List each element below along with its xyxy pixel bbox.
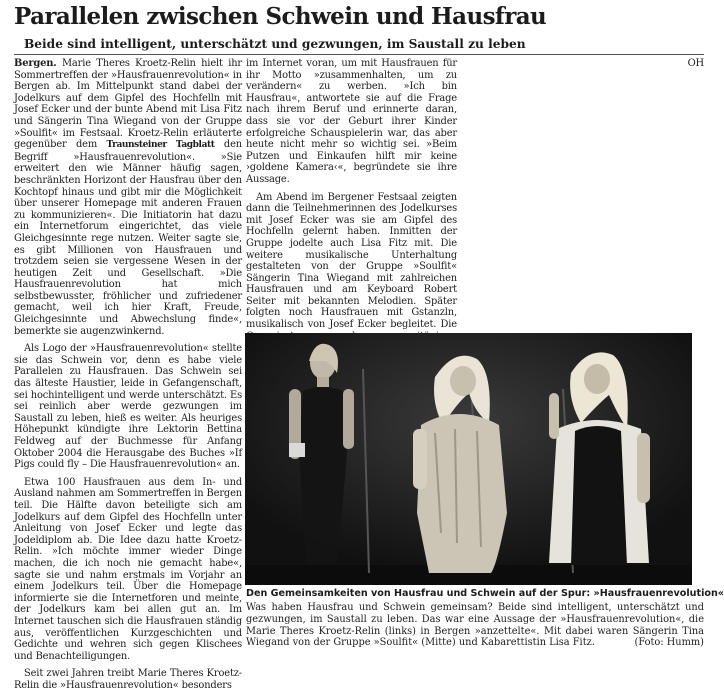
paragraph-2: Als Logo der »Hausfrauenrevolution« stellte sie das Schwein vor, denn es habe viele Parallelen zu Hausfrauen. Das Schwein sei das älteste Haustier, leide in Gefangenschaft, sei hochintelligent und werde unterschätzt. Es sei reinlich aber werde gezwungen im Saustall zu leben, hieß es weiter. Als heuriges Höhepunkt kündigte ihre Lektorin Bettina Feldweg auf der Buchmesse für Anfang Oktober 2004 die Herausgabe des Buches »If Pigs could fly – Die Hausfrauenrevolution« an. <box>14 343 242 471</box>
paragraph-1 <box>14 58 242 337</box>
author-signature: OH <box>687 58 704 69</box>
newspaper-name-logo: Traunsteiner Tagblatt <box>106 140 215 151</box>
dateline: Bergen. <box>14 58 57 69</box>
caption-text: Was haben Hausfrau und Schwein gemeinsam? Beide sind intelligent, unterschätzt und gezwungen, im Saustall zu leben. Das war eine Aussage der »Hausfrauenrevolution«, die Marie Theres Kroetz-Relin (links) in Bergen »anzettelte«. Mit dabei waren Sängerin Tina Wiegand von der Gruppe »Soulfit« (Mitte) und Kabarettistin Lisa Fitz. <box>246 602 704 649</box>
paragraph-3: Etwa 100 Hausfrauen aus dem In- und Ausland nahmen am Sommertreffen in Bergen teil. Die Hälfte davon beteiligte sich am Jodelkurs auf dem Gipfel des Hochfelln unter Anleitung von Josef Ecker und legte das Jodeldiplom ab. Die Idee dazu hatte Kroetz-Relin. »Ich möchte immer wieder Dinge machen, die ich noch nie gemacht habe«, sagte sie und nahm erstmals im Vorjahr an einem Jodelkurs teil. Über die Homepage informierte sie die Internetforen und meinte, der Jodelkurs kam bei allen gut an. Im Internet tauschen sich die Hausfrauen ständig aus, veröffentlichen Kurzgeschichten und Gedichte und wehren sich gegen Klischees und Benachteiligungen. <box>14 476 242 662</box>
article-photo <box>245 333 692 585</box>
paragraph-1-text: Marie Theres Kroetz-Relin hielt ihr Sommertreffen der »Hausfrauenrevolution« in Bergen ab. Im Mittelpunkt stand dabei der Jodelkurs auf dem Gipfel des Hochfelln mit Josef Ecker und der bunte Abend mit Lisa Fitz und Sängerin Tina Wiegand von der Gruppe »Soulfit« im Festsaal. Kroetz-Relin erläuterte gegenüber dem <box>14 58 242 151</box>
photo-caption <box>246 602 704 649</box>
photo-caption-headline: Den Gemeinsamkeiten von Hausfrau und Schwein auf der Spur: »Hausfrauenrevolution« <box>246 588 724 599</box>
article-subheadline: Beide sind intelligent, unterschätzt und gezwungen, im Saustall zu leben <box>24 37 526 51</box>
paragraph-1-end: den Begriff »Hausfrauenrevolution«. »Sie erweitert den wie Männer häufig sagen, beschränkten Horizont der Hausfrau über den Kochtopf hinaus und gibt mir die Möglichkeit über unserer Homepage mit anderen Frauen zu kommunizieren«. Die Initiatorin hat dazu ein Internetforum eingerichtet, das viele Gleichgesinnte rege nutzen. Weiter sagte sie, es gibt Millionen von Hausfrauen und trotzdem seien sie vergessene Wesen in der heutigen Zeit und Gesellschaft. »Die Hausfrauenrevolution hat mich selbstbewusster, fröhlicher und zufriedener gemacht, weil ich hier Kraft, Freude, Gleichgesinnte und Abwechslung finde«, bemerkte sie augenzwinkernd. <box>14 139 242 337</box>
photo-three-women-singing <box>245 333 692 585</box>
article-column-1 <box>14 58 242 691</box>
column-2-paragraph-b: Am Abend im Bergener Festsaal zeigten dann die Teilnehmerinnen des Jodelkurses mit Josef Ecker was sie am Gipfel des Hochfelln gelernt haben. Inmitten der Gruppe jodelte auch Lisa Fitz mit. Die weitere musikalische Unterhaltung gestalteten von der Gruppe »Soulfit« Sängerin Tina Wiegand mit zahlreichen Hausfrauen und am Keyboard Robert Seiter mit bekannten Melodien. Später folgten noch Hausfrauen mit Gstanzln, musikalisch von Josef Ecker begleitet. Die <box>246 191 457 331</box>
article-headline: Parallelen zwischen Schwein und Hausfrau <box>14 3 547 30</box>
paragraph-4: Seit zwei Jahren treibt Marie Theres Kroetz-Relin die »Hausfrauenrevolution« besonders <box>14 668 242 691</box>
column-2-paragraph: im Internet voran, um mit Hausfrauen für ihr Motto »zusammenhalten, um zu verändern« zu werben. »Ich bin Hausfrau«, antwortete sie auf die Frage nach ihrem Beruf und erinnerte daran, dass sie vor der Geburt ihrer Kinder erfolgreiche Schauspielerin war, das aber heute nicht mehr so wichtig sei. »Beim Putzen und Einkaufen hilft mir keine ›goldene Kamera‹«, begründete sie ihre Aussage. <box>246 58 457 185</box>
article-column-3 <box>466 58 704 323</box>
photo-credit: (Foto: Humm) <box>634 637 704 649</box>
article-column-2 <box>246 58 457 331</box>
headline-divider <box>14 54 704 55</box>
column-3-signature <box>466 58 704 70</box>
